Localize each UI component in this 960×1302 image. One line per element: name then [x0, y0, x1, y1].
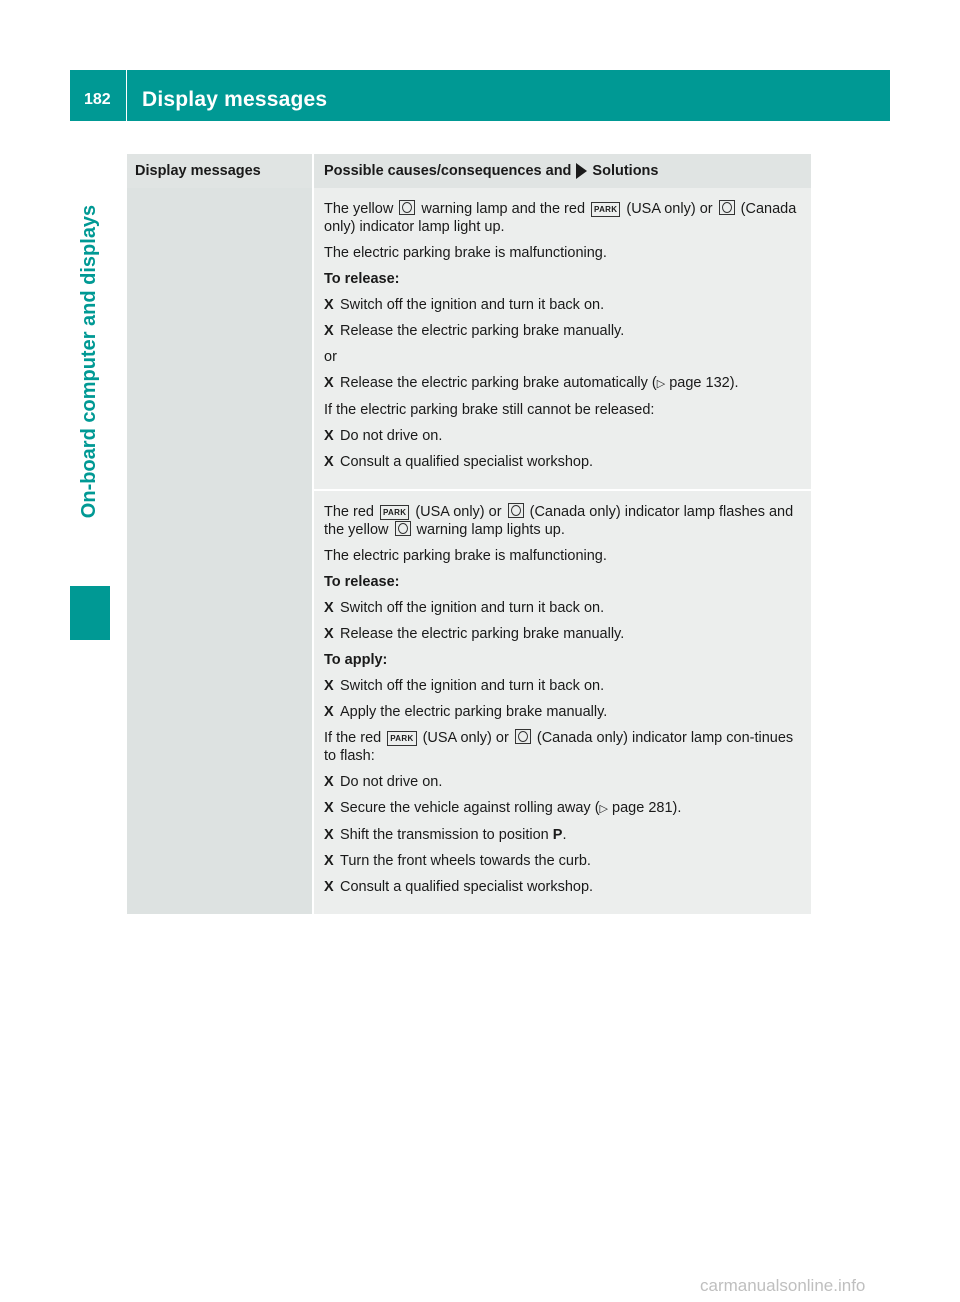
step-marker-icon: X: [324, 678, 334, 694]
step-marker-icon: X: [324, 827, 334, 843]
text: warning lamp lights up.: [416, 522, 565, 538]
step-text: Consult a qualified specialist workshop.: [340, 879, 594, 895]
step-marker-icon: X: [324, 704, 334, 720]
step: [324, 878, 803, 896]
page-link[interactable]: page 132).: [669, 375, 739, 391]
text: (Canada only) indicator lamp light up.: [324, 201, 797, 235]
brake-warning-icon: [719, 200, 735, 215]
col-header-text-a: Possible causes/consequences and: [324, 163, 572, 179]
step-text: Release the electric parking brake manually.: [340, 626, 625, 642]
step: [324, 677, 803, 695]
step: [324, 703, 803, 721]
cell2-p2: The electric parking brake is malfunctioning.: [324, 548, 607, 564]
text: Shift the transmission to position: [340, 827, 549, 843]
messages-table: [127, 154, 811, 914]
step-marker-icon: X: [324, 853, 334, 869]
cell1-intro: [324, 200, 803, 236]
step-text: Apply the electric parking brake manually.: [340, 704, 608, 720]
side-tab-label: On-board computer and displays: [78, 204, 101, 518]
step: [324, 296, 803, 314]
step: [324, 799, 803, 818]
cell2-p3: [324, 729, 803, 765]
step-marker-icon: X: [324, 600, 334, 616]
side-tab-label-wrap: [70, 136, 110, 586]
cell1-p3: If the electric parking brake still cannot be released:: [324, 402, 655, 418]
step-marker-icon: X: [324, 626, 334, 642]
page-ref-icon: ▷: [656, 378, 666, 390]
text: Release the electric parking brake automatically (: [340, 375, 657, 391]
page-title: Display messages: [142, 88, 328, 111]
step-text: Switch off the ignition and turn it back on.: [340, 297, 605, 313]
step-marker-icon: X: [324, 428, 334, 444]
watermark: carmanualsonline.info: [700, 1276, 866, 1295]
cell1-or: or: [324, 349, 337, 365]
cell2-heading-apply: To apply:: [324, 652, 388, 668]
step-marker-icon: X: [324, 375, 334, 391]
brake-warning-icon: [508, 503, 524, 518]
text: (USA only) or: [626, 201, 713, 217]
step-text: Switch off the ignition and turn it back on.: [340, 678, 605, 694]
step-text: [340, 799, 681, 818]
play-arrow-icon: [576, 163, 587, 179]
text: Secure the vehicle against rolling away (: [340, 800, 600, 816]
cell2-heading-release: To release:: [324, 574, 400, 590]
cell1-heading-release: To release:: [324, 271, 400, 287]
step-text: Switch off the ignition and turn it back on.: [340, 600, 605, 616]
header-bar: [70, 70, 890, 121]
text: The red: [324, 504, 374, 520]
side-tab-block: [70, 586, 110, 640]
step-marker-icon: X: [324, 800, 334, 816]
side-tab: [70, 136, 110, 640]
park-icon: PARK: [591, 202, 620, 217]
step: [324, 852, 803, 870]
brake-warning-icon: [515, 729, 531, 744]
step: [324, 625, 803, 643]
step-marker-icon: X: [324, 323, 334, 339]
brake-warning-icon: [395, 521, 411, 536]
page-ref-icon: ▷: [599, 803, 608, 815]
header-divider: [126, 70, 127, 121]
text: (Canada only) indicator lamp con-tinues to flash:: [324, 730, 794, 764]
table-header: [127, 154, 811, 188]
text: (Canada only) indicator lamp flashes and the yellow: [324, 504, 794, 538]
brake-warning-icon: [399, 200, 415, 215]
table-body: [127, 188, 811, 914]
gear-position: P: [552, 827, 563, 843]
step: [324, 453, 803, 471]
col-header-solutions: [314, 154, 811, 188]
solution-cell-2: [314, 491, 811, 914]
text: .: [562, 827, 567, 843]
step-marker-icon: X: [324, 879, 334, 895]
step-text: Consult a qualified specialist workshop.: [340, 454, 594, 470]
text: The yellow: [324, 201, 394, 217]
step: [324, 826, 803, 844]
step-text: Release the electric parking brake manually.: [340, 323, 625, 339]
display-message-cell: [127, 188, 314, 914]
step-text: Turn the front wheels towards the curb.: [340, 853, 591, 869]
step: [324, 374, 803, 393]
page-number: 182: [84, 91, 111, 108]
step-marker-icon: X: [324, 297, 334, 313]
park-icon: PARK: [387, 731, 416, 746]
cell2-intro: [324, 503, 803, 539]
col-header-text-b: Solutions: [592, 163, 659, 179]
solution-cell-1: [314, 188, 811, 489]
step-marker-icon: X: [324, 774, 334, 790]
col-header-display-messages: Display messages: [127, 154, 314, 188]
step: [324, 773, 803, 791]
step: [324, 599, 803, 617]
text: (USA only) or: [415, 504, 502, 520]
step-text: Do not drive on.: [340, 428, 443, 444]
text: (USA only) or: [422, 730, 509, 746]
step-text: Do not drive on.: [340, 774, 443, 790]
step: [324, 322, 803, 340]
text: If the red: [324, 730, 382, 746]
solutions-column: [314, 188, 811, 914]
step-text: [340, 826, 566, 844]
cell1-p2: The electric parking brake is malfunctioning.: [324, 245, 607, 261]
step-marker-icon: X: [324, 454, 334, 470]
step: [324, 427, 803, 445]
park-icon: PARK: [380, 505, 409, 520]
page-link[interactable]: page 281).: [612, 800, 682, 816]
text: warning lamp and the red: [421, 201, 586, 217]
step-text: [340, 374, 739, 393]
